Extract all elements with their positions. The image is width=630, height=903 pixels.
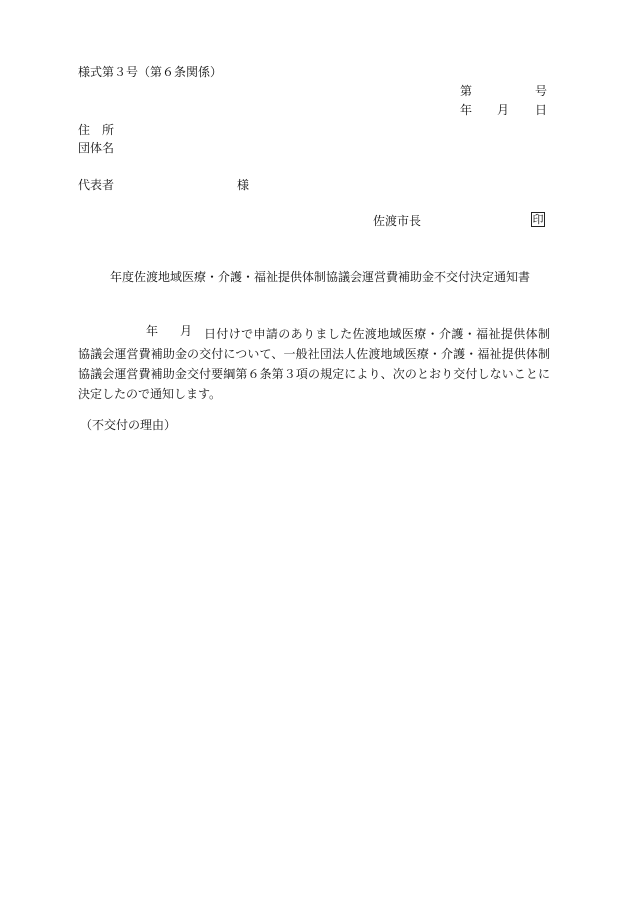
form-code: 様式第３号（第６条関係） (78, 65, 223, 79)
doc-date-day: 日 (535, 103, 548, 117)
org-label: 団体名 (78, 141, 115, 155)
seal-mark: 印 (532, 213, 544, 226)
honorific: 様 (237, 178, 250, 192)
body-month: 月 (180, 324, 193, 338)
representative-label: 代表者 (78, 178, 115, 192)
document-title: 年度佐渡地域医療・介護・福祉提供体制協議会運営費補助金不交付決定通知書 (110, 270, 531, 284)
body-year: 年 (146, 324, 159, 338)
body-text: 日付けで申請のありました佐渡地域医療・介護・福祉提供体制協議会運営費補助金の交付について、一般社団法人佐渡地域医療・介護・福祉提供体制協議会運営費補助金交付要綱第６条第３項の規定により、次のとおり交付しないことに決定したので通知します。 (78, 327, 550, 401)
doc-number-go: 号 (535, 84, 548, 98)
doc-date-month: 月 (497, 103, 510, 117)
doc-date-year: 年 (460, 103, 473, 117)
body-paragraph (78, 324, 550, 404)
reason-label: （不交付の理由） (80, 418, 177, 432)
doc-number-dai: 第 (460, 84, 473, 98)
address-label: 住 所 (78, 123, 115, 137)
issuer-title: 佐渡市長 (373, 214, 422, 228)
